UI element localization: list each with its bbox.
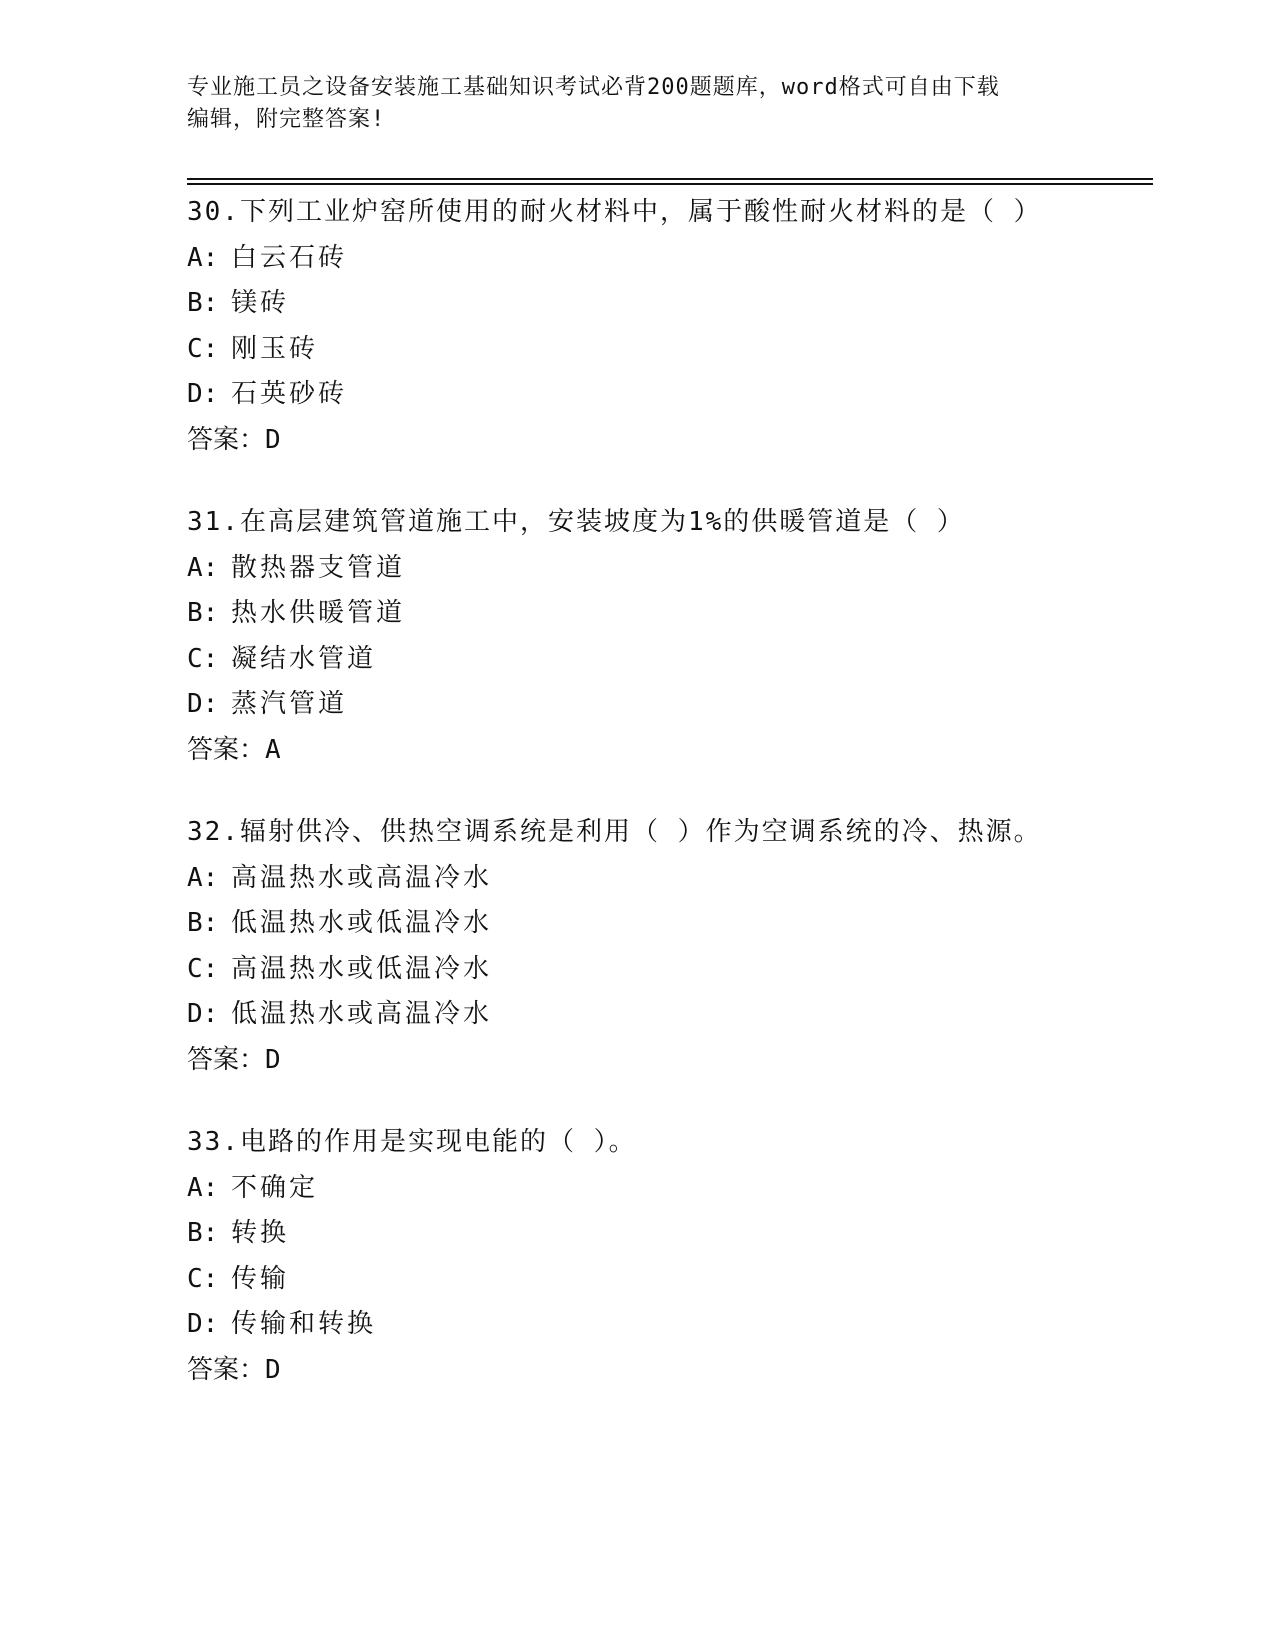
option-a [187, 546, 1147, 592]
option-text: 石英砂砖 [231, 379, 348, 409]
header-divider-top [187, 178, 1153, 180]
option-letter: B: [187, 288, 219, 318]
option-letter: C: [187, 333, 219, 364]
option-text: 低温热水或低温冷水 [231, 908, 493, 938]
question-item [187, 500, 1147, 773]
option-letter: C: [187, 1263, 219, 1294]
option-text: 低温热水或高温冷水 [231, 999, 493, 1029]
option-text: 传输 [231, 1263, 290, 1294]
header-divider-bottom [187, 183, 1153, 185]
option-letter: B: [187, 1218, 219, 1248]
answer-value: D [265, 1354, 281, 1385]
option-text: 凝结水管道 [231, 643, 377, 674]
option-text: 刚玉砖 [231, 333, 319, 364]
option-d [187, 372, 1147, 418]
option-text: 传输和转换 [231, 1309, 377, 1339]
answer-line [187, 1348, 1147, 1394]
option-letter: D: [187, 999, 219, 1029]
option-letter: D: [187, 1309, 219, 1339]
answer-label: 答案： [187, 734, 266, 765]
answer-line [187, 728, 1147, 774]
option-b [187, 901, 1147, 947]
answer-value: D [265, 424, 281, 455]
option-a [187, 236, 1147, 282]
option-c [187, 1257, 1147, 1303]
question-stem: 31.在高层建筑管道施工中，安装坡度为1%的供暖管道是（ ） [187, 507, 965, 537]
option-letter: A: [187, 1172, 219, 1203]
question-item [187, 810, 1147, 1083]
answer-line [187, 418, 1147, 464]
option-text: 不确定 [231, 1172, 319, 1203]
option-a [187, 856, 1147, 902]
header-line-1: 专业施工员之设备安装施工基础知识考试必背200题题库，word格式可自由下载 [187, 75, 1000, 100]
option-c [187, 327, 1147, 373]
answer-label: 答案： [187, 1044, 266, 1075]
option-text: 散热器支管道 [231, 552, 406, 583]
question-stem: 32.辐射供冷、供热空调系统是利用（ ）作为空调系统的冷、热源。 [187, 817, 1042, 847]
question-item [187, 1120, 1147, 1393]
option-a [187, 1166, 1147, 1212]
option-letter: C: [187, 643, 219, 674]
answer-label: 答案： [187, 1354, 266, 1385]
option-letter: D: [187, 379, 219, 409]
option-letter: A: [187, 242, 219, 273]
option-b [187, 281, 1147, 327]
option-text: 高温热水或高温冷水 [231, 862, 493, 893]
question-stem: 33.电路的作用是实现电能的（ ）。 [187, 1127, 637, 1157]
document-header [187, 72, 1067, 136]
question-item [187, 190, 1147, 463]
option-c [187, 637, 1147, 683]
option-text: 转换 [231, 1218, 290, 1248]
option-text: 蒸汽管道 [231, 689, 348, 719]
option-letter: B: [187, 598, 219, 628]
answer-value: D [265, 1044, 281, 1075]
answer-value: A [265, 734, 281, 765]
option-letter: D: [187, 689, 219, 719]
question-list [187, 190, 1147, 1430]
option-letter: A: [187, 862, 219, 893]
option-b [187, 591, 1147, 637]
option-text: 白云石砖 [231, 242, 348, 273]
answer-line [187, 1038, 1147, 1084]
option-b [187, 1211, 1147, 1257]
header-line-2: 编辑，附完整答案! [187, 107, 386, 132]
option-letter: C: [187, 953, 219, 984]
option-d [187, 682, 1147, 728]
option-text: 镁砖 [231, 288, 290, 318]
option-d [187, 992, 1147, 1038]
question-stem: 30.下列工业炉窑所使用的耐火材料中，属于酸性耐火材料的是（ ） [187, 197, 1042, 227]
answer-label: 答案： [187, 424, 266, 455]
option-text: 高温热水或低温冷水 [231, 953, 493, 984]
option-c [187, 947, 1147, 993]
option-text: 热水供暖管道 [231, 598, 406, 628]
option-letter: B: [187, 908, 219, 938]
option-d [187, 1302, 1147, 1348]
option-letter: A: [187, 552, 219, 583]
